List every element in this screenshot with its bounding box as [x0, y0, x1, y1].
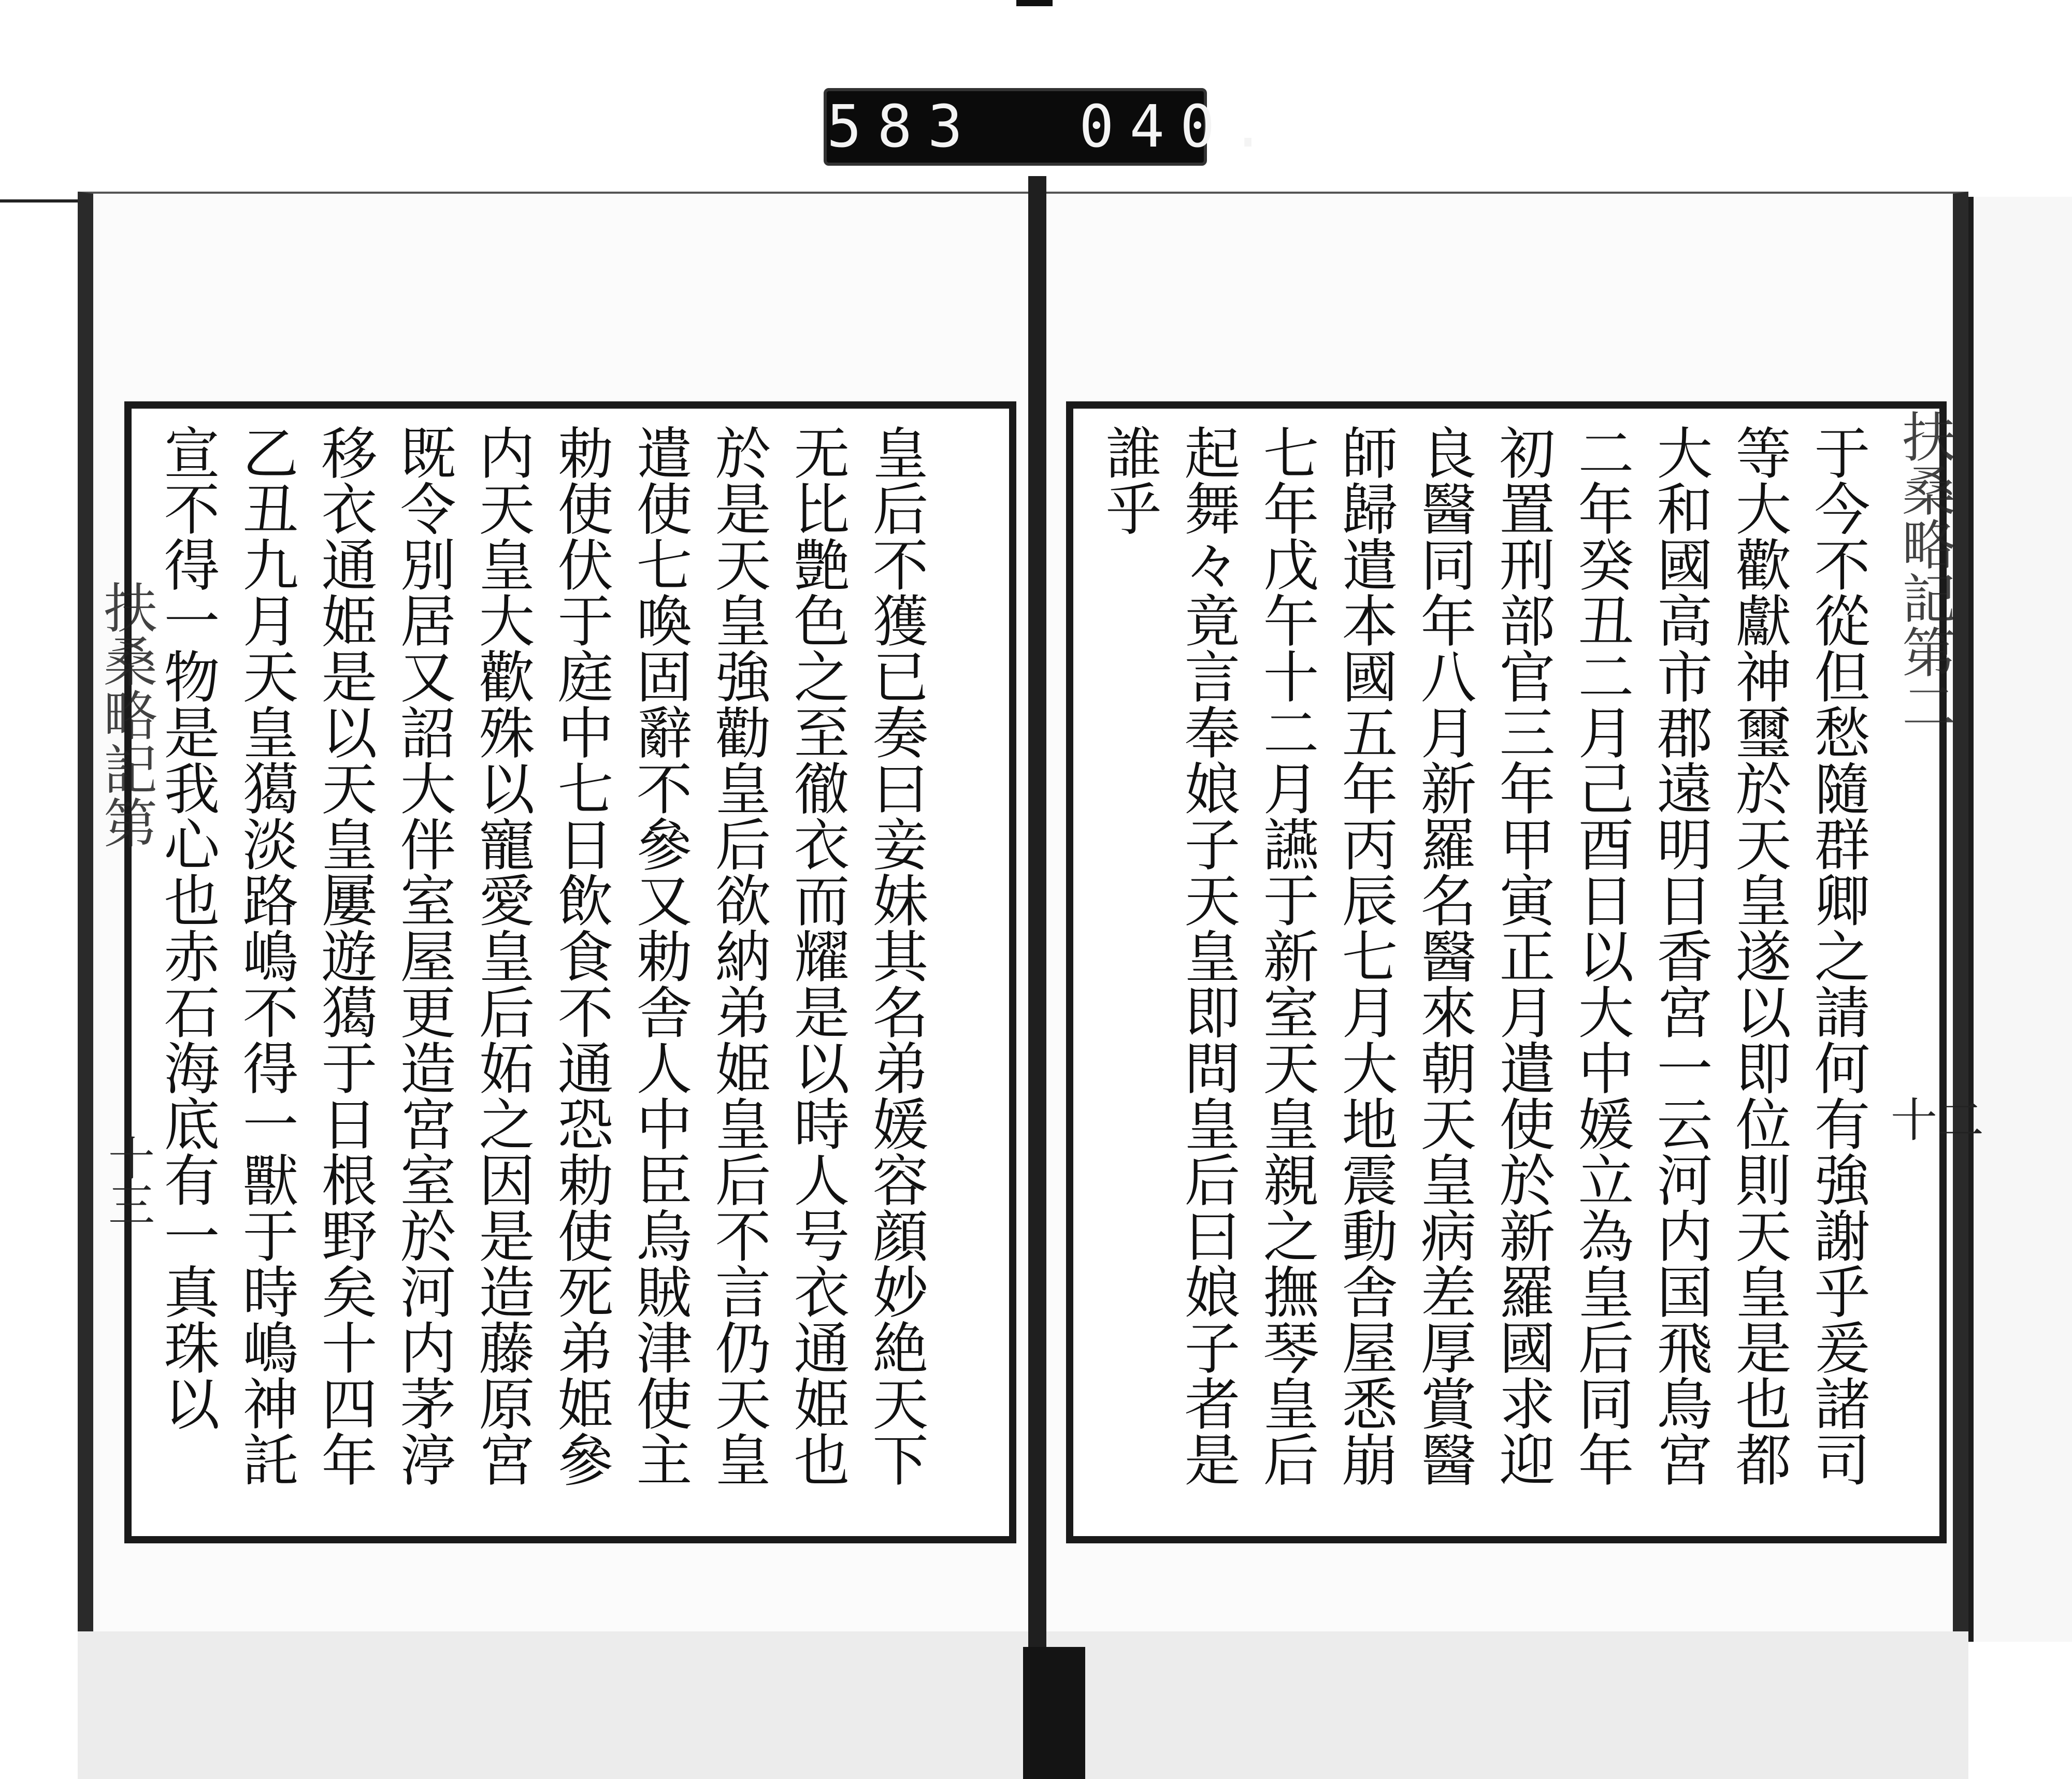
film-notch: [1016, 0, 1053, 6]
right-page-number: 十二: [1891, 1093, 1984, 1148]
right-margin-title: 扶桑略記第二: [1893, 409, 1956, 732]
left-page-text: 皇后不獲已奏曰妾妹其名弟媛容顔妙絶天下无比艶色之至徹衣而耀是以時人号衣通姫也於是天皇強勸皇后欲納弟姫皇后不言仍天皇遣使七喚固辭不參又勅舎人中臣烏賊津使主勅使伏于庭中七日飲食不通恐勅使死弟姫參内天皇大歡殊以寵愛皇后妬之因是造藤原宮既令別居又詔大伴室屋更造宮室於河内茅渟移衣通姫是以天皇屢遊獦于日根野矣十四年乙丑九月天皇獦淡路嶋不得一獸于時嶋神託宣不得一物是我心也赤石海底有一真珠以: [154, 424, 928, 1487]
film-top-edge: [0, 0, 2072, 7]
book-gutter: [1028, 176, 1046, 1779]
left-page-number: 十三: [100, 1134, 154, 1227]
right-text-frame: [1066, 401, 1947, 1543]
left-text-frame: [124, 401, 1016, 1543]
left-margin-title: 扶桑略記第: [94, 580, 157, 849]
book-gutter-shadow: [1023, 1647, 1085, 1779]
frame-number-label: 583 040.: [824, 88, 1207, 166]
right-page-text: 于今不從但愁隨群卿之請何有強謝乎爰諸司等大歡獻神璽於天皇遂以即位則天皇是也都大和國高市郡遠明日香宮一云河内国飛鳥宮二年癸丑二月己酉日以大中媛立為皇后同年初置刑部官三年甲寅正月遣使於新羅國求迎良醫同年八月新羅名醫來朝天皇病差厚賞醫師歸遣本國五年丙辰七月大地震動舎屋悉崩七年戊午十二月讌于新室天皇親之撫琴皇后起舞々竟言奉娘子天皇即問皇后曰娘子者是誰乎: [1096, 424, 1869, 1487]
right-page-edge: [1968, 197, 2072, 1642]
